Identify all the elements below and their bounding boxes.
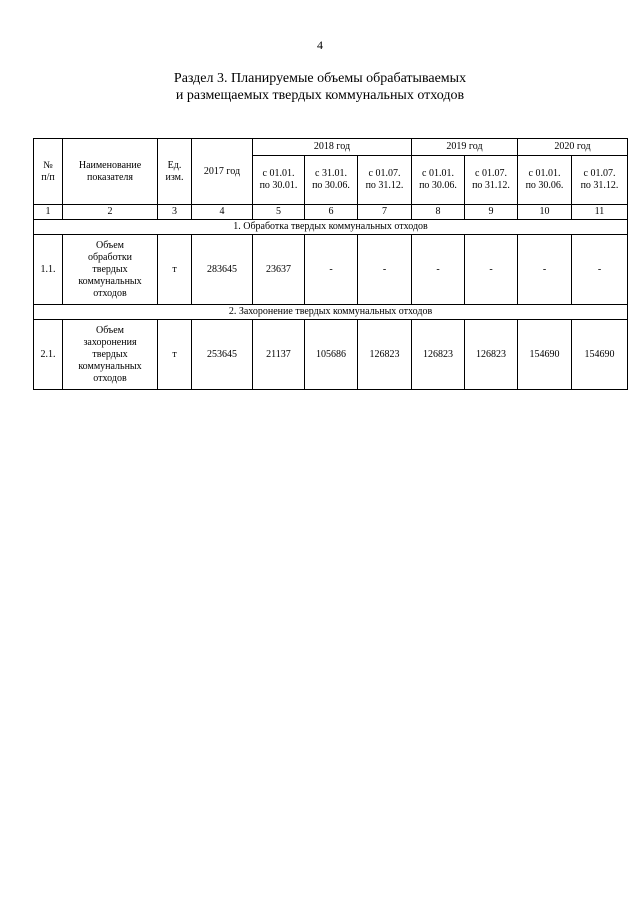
column-number: 3 (158, 205, 192, 220)
value-cell: - (465, 235, 518, 305)
planned-volumes-table (33, 138, 628, 390)
value-cell: 126823 (358, 320, 412, 390)
value-cell: 21137 (253, 320, 305, 390)
period-2020-2: с 01.07. по 31.12. (572, 156, 628, 205)
value-cell: - (358, 235, 412, 305)
row-indicator-name: Объем захоронения твердых коммунальных отходов (63, 320, 158, 390)
header-year-2018: 2018 год (253, 139, 412, 156)
section-title-line-1: Раздел 3. Планируемые объемы обрабатываемых (173, 71, 467, 86)
value-2017: 283645 (192, 235, 253, 305)
period-2020-1: с 01.01. по 30.06. (518, 156, 572, 205)
section-heading: 1. Обработка твердых коммунальных отходов (34, 220, 628, 235)
page-number: 4 (317, 38, 323, 52)
column-number: 1 (34, 205, 63, 220)
value-cell: - (572, 235, 628, 305)
value-cell: 23637 (253, 235, 305, 305)
value-cell: 126823 (465, 320, 518, 390)
period-2018-3: с 01.07. по 31.12. (358, 156, 412, 205)
period-2019-2: с 01.07. по 31.12. (465, 156, 518, 205)
section-row-2 (34, 305, 628, 320)
row-unit: т (158, 235, 192, 305)
header-year-2019: 2019 год (412, 139, 518, 156)
column-number: 2 (63, 205, 158, 220)
value-cell: 154690 (572, 320, 628, 390)
table-row (34, 320, 628, 390)
header-year-2020: 2020 год (518, 139, 628, 156)
header-no: № п/п (34, 139, 63, 205)
value-cell: - (412, 235, 465, 305)
value-cell: - (305, 235, 358, 305)
period-2019-1: с 01.01. по 30.06. (412, 156, 465, 205)
header-name: Наименование показателя (63, 139, 158, 205)
section-heading: 2. Захоронение твердых коммунальных отходов (34, 305, 628, 320)
row-indicator-name: Объем обработки твердых коммунальных отходов (63, 235, 158, 305)
table-row (34, 235, 628, 305)
header-row-years (34, 139, 628, 156)
row-number: 2.1. (34, 320, 63, 390)
value-cell: - (518, 235, 572, 305)
header-unit: Ед. изм. (158, 139, 192, 205)
row-unit: т (158, 320, 192, 390)
period-2018-1: с 01.01. по 30.01. (253, 156, 305, 205)
value-cell: 105686 (305, 320, 358, 390)
row-number: 1.1. (34, 235, 63, 305)
column-number: 4 (192, 205, 253, 220)
section-row-1 (34, 220, 628, 235)
section-title (0, 70, 640, 104)
column-number: 7 (358, 205, 412, 220)
value-2017: 253645 (192, 320, 253, 390)
value-cell: 126823 (412, 320, 465, 390)
column-number: 6 (305, 205, 358, 220)
column-number: 10 (518, 205, 572, 220)
header-year-2017: 2017 год (192, 139, 253, 205)
value-cell: 154690 (518, 320, 572, 390)
period-2018-2: с 31.01. по 30.06. (305, 156, 358, 205)
section-title-line-2: и размещаемых твердых коммунальных отходов (175, 88, 465, 103)
column-number: 8 (412, 205, 465, 220)
column-number: 9 (465, 205, 518, 220)
column-number: 11 (572, 205, 628, 220)
column-numbers-row (34, 205, 628, 220)
column-number: 5 (253, 205, 305, 220)
